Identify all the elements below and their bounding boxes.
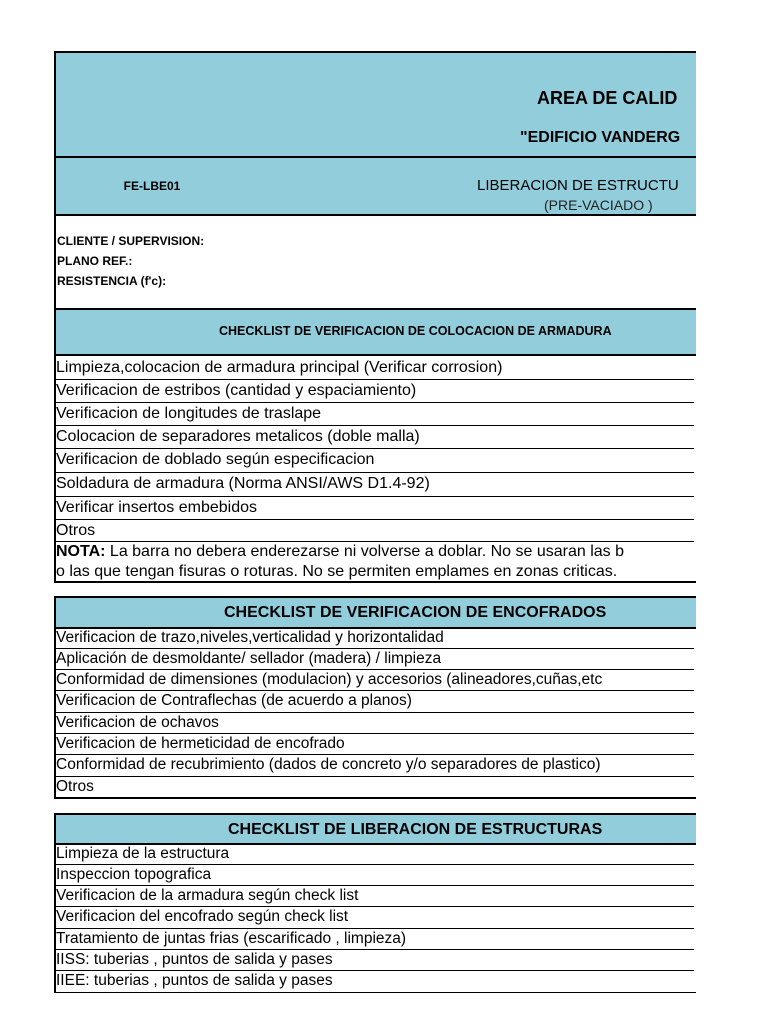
area-title: AREA DE CALID xyxy=(537,88,678,108)
encofrados-item: Verificacion de Contraflechas (de acuerdo a planos) xyxy=(55,691,694,713)
encofrados-item: Verificacion de hermeticidad de encofrado xyxy=(55,734,694,755)
armadura-item: Colocacion de separadores metalicos (doble malla) xyxy=(55,426,694,449)
liberacion-item: Inspeccion topografica xyxy=(55,865,694,886)
liberacion-item: IISS: tuberias , puntos de salida y pases xyxy=(55,950,694,971)
armadura-section-header xyxy=(54,308,696,356)
note-line-1: La barra no debera enderezarse ni volverse a doblar. No se usaran las b xyxy=(105,543,625,560)
form-code: FE-LBE01 xyxy=(123,179,181,193)
liberacion-item: Tratamiento de juntas frias (escarificado , limpieza) xyxy=(55,929,694,950)
liberacion-section-header xyxy=(54,813,696,845)
form-title: LIBERACION DE ESTRUCTU xyxy=(477,177,679,194)
resistance-label: RESISTENCIA (f'c): xyxy=(57,274,167,288)
encofrados-item: Aplicación de desmoldante/ sellador (madera) / limpieza xyxy=(55,649,694,670)
encofrados-item: Otros xyxy=(56,778,94,795)
note-label: NOTA: xyxy=(56,543,106,560)
armadura-note xyxy=(56,542,694,582)
project-title: "EDIFICIO VANDERG xyxy=(520,129,681,146)
encofrados-item: Conformidad de dimensiones (modulacion) y accesorios (alineadores,cuñas,etc xyxy=(55,670,694,691)
armadura-item: Verificacion de estribos (cantidad y espaciamiento) xyxy=(55,380,694,403)
header-title-band xyxy=(54,51,696,158)
encofrados-item: Conformidad de recubrimiento (dados de concreto y/o separadores de plastico) xyxy=(55,755,694,777)
liberacion-item: Limpieza de la estructura xyxy=(55,844,694,865)
liberacion-section-title: CHECKLIST DE LIBERACION DE ESTRUCTURAS xyxy=(228,821,603,838)
encofrados-item: Verificacion de trazo,niveles,verticalidad y horizontalidad xyxy=(55,628,694,649)
armadura-item: Verificacion de doblado según especificacion xyxy=(55,449,694,473)
armadura-section-title: CHECKLIST DE VERIFICACION DE COLOCACION DE ARMADURA xyxy=(219,324,612,338)
form-code-cell xyxy=(54,156,250,216)
note-line-2: o las que tengan fisuras o roturas. No se permiten emplames en zonas criticas. xyxy=(56,563,618,580)
form-subtitle: (PRE-VACIADO ) xyxy=(544,197,653,213)
encofrados-section-title: CHECKLIST DE VERIFICACION DE ENCOFRADOS xyxy=(224,604,607,621)
plan-label: PLANO REF.: xyxy=(57,254,133,268)
liberacion-item: Verificacion del encofrado según check list xyxy=(55,907,694,929)
liberacion-item: IIEE: tuberias , puntos de salida y pases xyxy=(56,972,333,989)
form-title-cell xyxy=(248,156,696,216)
armadura-item: Verificar insertos embebidos xyxy=(55,497,694,520)
encofrados-item: Verificacion de ochavos xyxy=(55,713,694,734)
armadura-item: Limpieza,colocacion de armadura principal (Verificar corrosion) xyxy=(55,357,694,380)
info-left-border xyxy=(54,216,56,308)
armadura-item: Soldadura de armadura (Norma ANSI/AWS D1.4-92) xyxy=(55,473,694,497)
liberacion-item: Verificacion de la armadura según check list xyxy=(55,886,694,907)
armadura-item: Verificacion de longitudes de traslape xyxy=(55,403,694,426)
encofrados-section-header xyxy=(54,596,696,629)
client-label: CLIENTE / SUPERVISION: xyxy=(57,234,205,248)
armadura-item: Otros xyxy=(55,520,694,542)
